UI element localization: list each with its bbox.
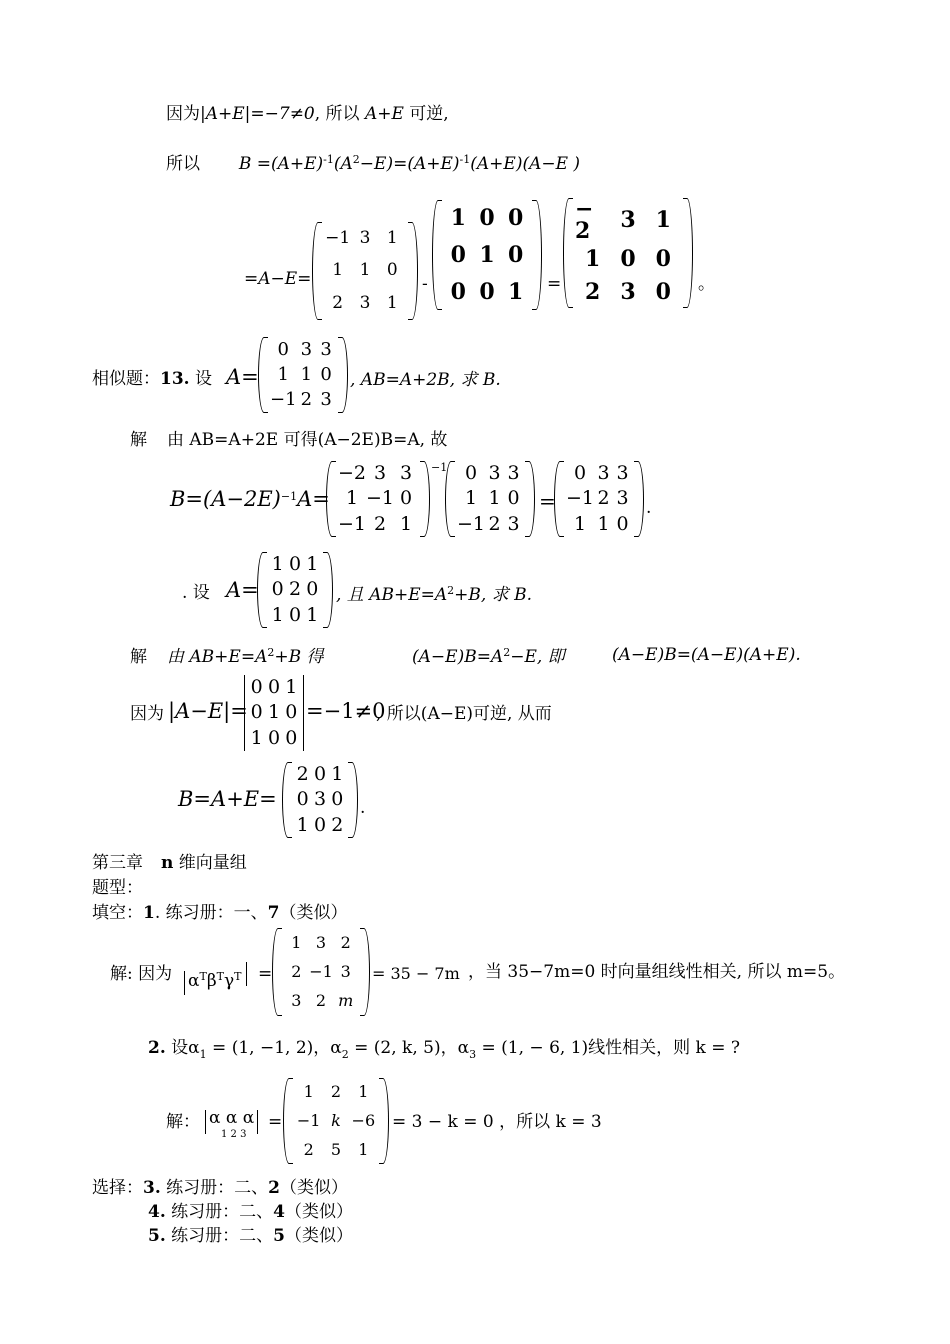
formula: A+E [364, 104, 404, 124]
formula: |A+E|=−7≠0 [200, 104, 315, 124]
matrix-sol2 [283, 1078, 389, 1164]
matrix-cell: 0 [508, 205, 524, 232]
section-label: 题型： [92, 878, 143, 898]
matrix-b14 [282, 762, 358, 838]
matrix-cell: 3 [616, 487, 629, 510]
text: 由 AB=A+2E 可得(A−2E)B=A, 故 [167, 430, 448, 450]
matrix-cell: 1 [332, 260, 344, 281]
matrix-cell: 1 [655, 207, 671, 233]
matrix-cell: 0 [288, 553, 302, 576]
matrix-cell: 0 [450, 278, 466, 305]
matrix-cell: 3 [359, 227, 371, 248]
matrix-cell: 1 [271, 603, 284, 626]
q14-prefix: . 设 [182, 583, 210, 603]
res14-lhs: B=A+E= [178, 787, 277, 811]
det14-post: , 所以(A−E)可逆, 从而 [376, 704, 552, 724]
matrix-cell: 0 [250, 701, 263, 724]
matrix-cell: 0 [267, 726, 281, 749]
sol14-formula2: (A−E)B=(A−E)(A+E). [612, 645, 801, 665]
q2-line: 2. 设$\alpha_1 = (1$, −1, 2)，$\alpha_2 = (2$, k, 5)，$\alpha_3 = (1$, − 6, 1)线性相关，则 k = ? [148, 1038, 741, 1061]
matrix-cell: 0 [313, 763, 327, 786]
matrix-cell: 2 [288, 578, 302, 601]
calc13-lhs: $B=(A-2E)^{-1}A=$ [170, 487, 330, 511]
matrix-cell: 1 [306, 553, 319, 576]
text: 因为 [166, 104, 200, 124]
matrix-cell: 1 [597, 512, 610, 535]
matrix-cell: 3 [291, 991, 302, 1011]
formula: (A+E)(A−E ) [470, 154, 581, 174]
matrix-cell: 1 [488, 487, 501, 510]
text: 相似题： [92, 369, 160, 389]
matrix-result [563, 198, 693, 308]
sol14-formula: $(A-E)B=A^2-E$, 即 [412, 646, 565, 667]
matrix-cell: 1 [271, 553, 284, 576]
matrix-cell: k [331, 1110, 341, 1130]
matrix-cell: −1 [309, 961, 333, 981]
matrix-cell: 1 [450, 205, 466, 232]
sol1-result: = 35 − 7m [372, 964, 460, 983]
matrix-cell: −1 [457, 512, 486, 535]
formula: A= [226, 578, 259, 602]
det14-lhs: |A−E|= [168, 699, 248, 723]
matrix-cell: 1 [358, 1082, 369, 1102]
matrix-cell: 0 [271, 578, 284, 601]
matrix-a13 [258, 337, 348, 413]
matrix-cell: 1 [331, 763, 344, 786]
calc1-lhs: =A−E= [244, 269, 312, 289]
sol2-prefix: 解： [166, 1112, 200, 1132]
matrix-b13 [554, 461, 644, 537]
matrix-cell: 0 [620, 245, 636, 272]
choice-item: 选择：3. 练习册：二、2（类似） [92, 1178, 348, 1198]
period: . [646, 498, 652, 518]
matrix-cell: 0 [616, 512, 629, 535]
formula: (A [333, 154, 353, 174]
sol2-result: = 3 − k = 0 ，所以 k = 3 [392, 1112, 602, 1132]
sol1-prefix: 解: 因为 [110, 964, 173, 984]
sol1-conclusion: ，当 35−7m=0 时向量组线性相关, 所以 m=5。 [468, 962, 846, 982]
q14-text: , 且 $AB+E=A^2+B$, 求 B. [336, 584, 533, 605]
matrix-cell: 1 [479, 241, 495, 268]
matrix-cell: 1 [291, 932, 302, 952]
matrix-cell: 0 [655, 278, 671, 305]
sim13-prefix [92, 371, 212, 388]
matrix-cell: 2 [291, 961, 302, 981]
text: 解 [130, 647, 147, 667]
formula: =(A+E) [251, 154, 324, 174]
period: 。 [698, 274, 715, 294]
formula: 由 AB+E=A [167, 647, 268, 667]
matrix-a [312, 222, 418, 320]
fill-blank-item: 填空：1. 练习册：一、7（类似） [92, 903, 348, 923]
matrix-cell: 3 [315, 932, 327, 952]
matrix-cell: 1 [303, 1082, 314, 1102]
matrix-cell: 1 [386, 227, 398, 248]
sol1-vectors: $\alpha^T\beta^T\gamma^T$ [184, 962, 247, 995]
equals-sign: = [258, 964, 273, 984]
superscript: -1 [459, 153, 471, 166]
matrix-cell: −1 [325, 227, 351, 248]
line-invertible [166, 106, 449, 123]
chapter-heading: 第三章 n 维向量组 [92, 853, 247, 873]
sol13-line [130, 432, 447, 449]
matrix-cell: 0 [655, 245, 671, 272]
matrix-cell: 2 [330, 1082, 342, 1102]
matrix-cell: 1 [508, 278, 524, 305]
formula: −E)=(A+E) [359, 154, 460, 174]
matrix-cell: 3 [488, 462, 501, 485]
matrix-cell: 3 [320, 389, 332, 411]
matrix-cell: 5 [330, 1139, 342, 1159]
sol2-vectors: α α α 1 2 3 [205, 1110, 258, 1134]
text: 可逆, [403, 104, 449, 124]
matrix-cell: 3 [373, 462, 387, 485]
matrix-cell: 2 [340, 932, 351, 952]
matrix-cell: 2 [597, 487, 610, 510]
minus-sign: - [422, 274, 428, 294]
matrix-cell: 1 [277, 363, 289, 385]
formula: +B 得 [274, 647, 324, 667]
matrix-cell: 3 [620, 207, 636, 233]
matrix-cell: 1 [359, 260, 371, 281]
matrix-cell: 1 [267, 701, 281, 724]
problem-number: 13. [160, 369, 190, 389]
text: 设 [189, 369, 212, 389]
matrix-cell: 0 [479, 205, 495, 232]
matrix-cell: 0 [267, 676, 281, 699]
matrix-cell: − 2 [575, 196, 594, 244]
matrix-cell: −1 [566, 487, 595, 510]
matrix-cell: 2 [585, 278, 601, 305]
matrix-a14 [257, 552, 333, 628]
matrix-cell: 0 [313, 813, 327, 836]
matrix-cell: 3 [313, 788, 327, 811]
matrix-cell: −6 [351, 1110, 376, 1130]
matrix-cell: 2 [373, 512, 387, 535]
matrix-cell: 1 [358, 1139, 369, 1159]
matrix-cell: 1 [306, 603, 319, 626]
matrix-cell: −1 [296, 1110, 321, 1130]
matrix-cell: 1 [300, 363, 313, 385]
matrix-cell: 3 [597, 462, 610, 485]
matrix-cell: −1 [366, 487, 395, 510]
matrix-cell: 0 [479, 278, 495, 305]
matrix-cell: −2 [338, 462, 367, 485]
sol14-line [130, 647, 324, 666]
matrix-cell: 1 [250, 726, 263, 749]
matrix-cell: 1 [345, 487, 359, 510]
matrix-a-minus-2e [326, 461, 430, 537]
matrix-cell: 0 [250, 676, 263, 699]
equals-sign: = [268, 1112, 283, 1132]
matrix-cell: 2 [332, 293, 344, 314]
matrix-cell: 1 [386, 293, 398, 314]
matrix-cell: −1 [270, 389, 297, 411]
matrix-cell: 0 [331, 788, 344, 811]
matrix-cell: m [338, 991, 354, 1011]
matrix-cell: 0 [399, 487, 413, 510]
matrix-cell: 0 [508, 241, 524, 268]
equals-sign: = [539, 489, 556, 513]
matrix-cell: 2 [300, 389, 313, 411]
matrix-cell: −1 [338, 512, 367, 535]
matrix-cell: 0 [386, 260, 398, 281]
choice-item: 4. 练习册：二、4（类似） [148, 1202, 353, 1222]
matrix-cell: 1 [296, 813, 309, 836]
determinant [242, 675, 306, 751]
matrix-cell: 3 [340, 961, 351, 981]
matrix-sol1 [272, 928, 370, 1016]
line-b-formula [166, 154, 580, 173]
formula: B [238, 154, 252, 174]
matrix-identity [432, 200, 542, 310]
equals-sign: = [547, 274, 562, 294]
superscript: 2 [352, 153, 360, 166]
matrix-cell: 2 [331, 813, 344, 836]
matrix-cell: 0 [306, 578, 319, 601]
matrix-cell: 0 [573, 462, 587, 485]
matrix-cell: 0 [285, 726, 298, 749]
sim13-text: , AB=A+2B, 求 B. [350, 370, 501, 390]
matrix-cell: 1 [585, 245, 601, 272]
matrix-cell: 3 [616, 462, 629, 485]
choice-item: 5. 练习册：二、5（类似） [148, 1226, 353, 1246]
matrix-cell: 0 [450, 241, 466, 268]
matrix-cell: 0 [285, 701, 298, 724]
matrix-a13-repeat [445, 461, 535, 537]
matrix-cell: 3 [359, 293, 371, 314]
text: , 所以 [314, 104, 365, 124]
matrix-cell: 2 [315, 991, 327, 1011]
matrix-cell: 1 [573, 512, 587, 535]
matrix-cell: 0 [507, 487, 520, 510]
superscript: -1 [323, 153, 334, 166]
matrix-cell: 0 [296, 788, 309, 811]
matrix-cell: 2 [296, 763, 309, 786]
matrix-cell: 1 [464, 487, 478, 510]
matrix-cell: 2 [303, 1139, 314, 1159]
period: . [360, 798, 366, 818]
det14-prefix: 因为 [130, 704, 164, 724]
matrix-cell: 3 [507, 512, 520, 535]
matrix-cell: 1 [285, 676, 298, 699]
matrix-cell: 0 [288, 603, 302, 626]
matrix-cell: 3 [507, 462, 520, 485]
superscript: −1 [431, 461, 448, 474]
matrix-cell: 2 [488, 512, 501, 535]
formula: A= [226, 365, 259, 389]
text: 解 [130, 430, 147, 450]
matrix-cell: 3 [300, 338, 313, 360]
matrix-cell: 3 [320, 338, 332, 360]
matrix-cell: 0 [320, 363, 332, 385]
matrix-cell: 3 [399, 462, 413, 485]
det14-rhs: =−1≠0 [306, 699, 386, 723]
matrix-cell: 0 [277, 338, 289, 360]
text: 所以 [166, 154, 200, 174]
matrix-cell: 0 [464, 462, 478, 485]
superscript: 2 [267, 646, 275, 659]
matrix-cell: 1 [399, 512, 413, 535]
matrix-cell: 3 [620, 278, 636, 305]
